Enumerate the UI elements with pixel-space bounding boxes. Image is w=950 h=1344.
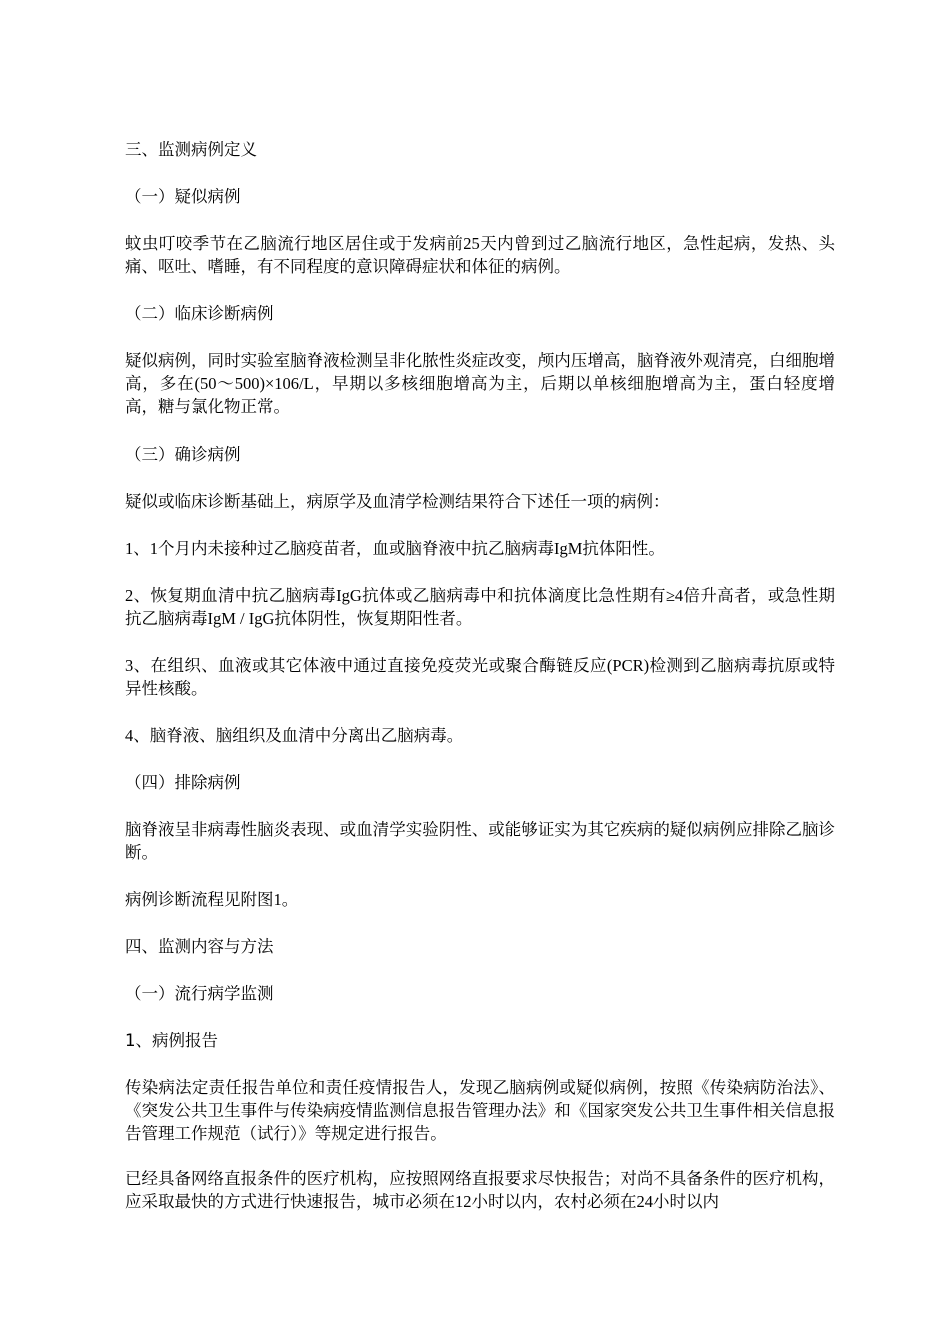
diagnosis-flowchart-note: 病例诊断流程见附图1。 — [125, 890, 299, 909]
case-report-paragraph: 传染病法定责任报告单位和责任疫情报告人，发现乙脑病例或疑似病例，按照《传染病防治法》、《突发公共卫生事件与传染病疫情监测信息报告管理办法》和《国家突发公共卫生事件相关信息报告管理工作规范（试行）》等规定进行报告。 — [125, 1078, 835, 1143]
case-report-heading: 1、病例报告 — [125, 1031, 218, 1050]
clinical-case-paragraph: 疑似病例，同时实验室脑脊液检测呈非化脓性炎症改变，颅内压增高，脑脊液外观清亮，白细胞增高，多在(50～500)×106/L，早期以多核细胞增高为主，后期以单核细胞增高为主，蛋白轻度增高，糖与氯化物正常。 — [125, 351, 835, 416]
network-reporting-paragraph: 已经具备网络直报条件的医疗机构，应按照网络直报要求尽快报告；对尚不具备条件的医疗机构，应采取最快的方式进行快速报告，城市必须在12小时以内，农村必须在24小时以内 — [125, 1169, 835, 1211]
confirmed-criterion-1: 1、1个月内未接种过乙脑疫苗者，血或脑脊液中抗乙脑病毒IgM抗体阳性。 — [125, 539, 665, 558]
confirmed-criterion-4: 4、脑脊液、脑组织及血清中分离出乙脑病毒。 — [125, 726, 464, 745]
confirmed-case-intro: 疑似或临床诊断基础上，病原学及血清学检测结果符合下述任一项的病例： — [125, 492, 670, 511]
section-3-heading: 三、监测病例定义 — [125, 140, 257, 159]
excluded-case-heading: （四）排除病例 — [125, 773, 241, 792]
excluded-case-paragraph: 脑脊液呈非病毒性脑炎表现、或血清学实验阴性、或能够证实为其它疾病的疑似病例应排除乙脑诊断。 — [125, 820, 835, 862]
suspected-case-paragraph: 蚊虫叮咬季节在乙脑流行地区居住或于发病前25天内曾到过乙脑流行地区，急性起病，发热、头痛、呕吐、嗜睡，有不同程度的意识障碍症状和体征的病例。 — [125, 234, 835, 276]
section-4-heading: 四、监测内容与方法 — [125, 937, 274, 956]
confirmed-case-heading: （三）确诊病例 — [125, 445, 241, 464]
clinical-case-heading: （二）临床诊断病例 — [125, 304, 274, 323]
suspected-case-heading: （一）疑似病例 — [125, 187, 241, 206]
epidemiological-surveillance-heading: （一）流行病学监测 — [125, 984, 274, 1003]
confirmed-criterion-3: 3、在组织、血液或其它体液中通过直接免疫荧光或聚合酶链反应(PCR)检测到乙脑病毒抗原或特异性核酸。 — [125, 656, 835, 698]
confirmed-criterion-2: 2、恢复期血清中抗乙脑病毒IgG抗体或乙脑病毒中和抗体滴度比急性期有≥4倍升高者，或急性期抗乙脑病毒IgM / IgG抗体阴性，恢复期阳性者。 — [125, 586, 835, 628]
